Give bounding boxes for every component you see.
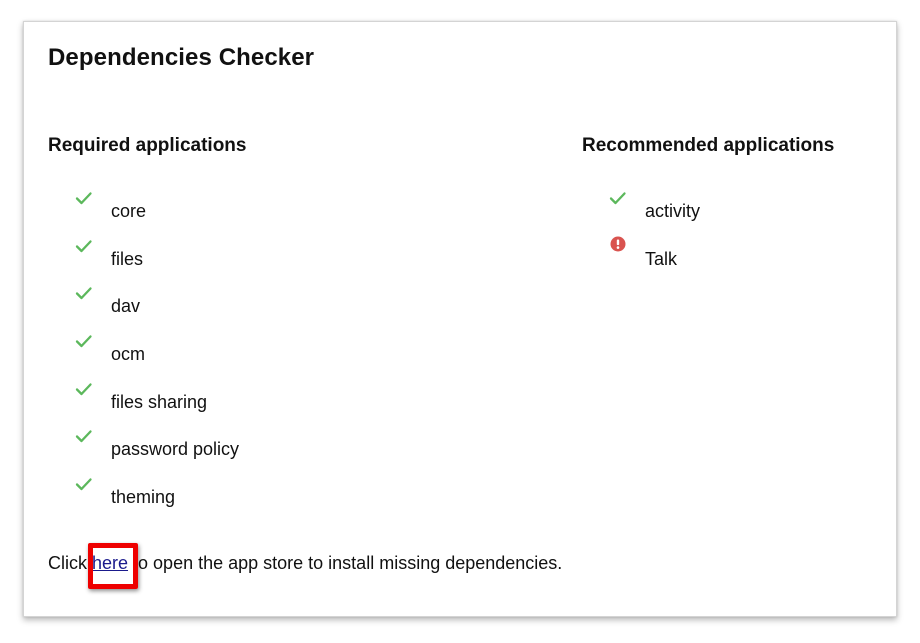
footer-prefix: Click xyxy=(48,553,92,573)
app-name: activity xyxy=(645,201,701,221)
check-icon xyxy=(74,379,94,399)
app-name: theming xyxy=(111,487,176,508)
app-name: password policy xyxy=(111,439,240,460)
install-missing-message xyxy=(48,553,562,574)
dependencies-checker-panel xyxy=(23,21,897,617)
recommended-app-activity xyxy=(608,188,701,236)
required-app-theming xyxy=(74,474,176,522)
check-icon xyxy=(74,426,94,446)
check-icon xyxy=(74,283,94,303)
required-app-ocm xyxy=(74,331,146,379)
required-app-core xyxy=(74,188,147,236)
check-icon xyxy=(608,188,628,208)
required-applications-list xyxy=(74,188,240,522)
app-name: files xyxy=(111,248,144,269)
check-icon xyxy=(74,331,94,351)
recommended-applications-list xyxy=(608,188,701,283)
check-icon xyxy=(74,474,94,494)
required-applications-heading: Required applications xyxy=(48,135,247,156)
app-name: core xyxy=(111,201,147,221)
check-icon xyxy=(74,236,94,256)
error-icon xyxy=(608,236,628,256)
required-app-dav xyxy=(74,283,141,331)
app-name: files sharing xyxy=(111,391,208,412)
footer-suffix: to open the app store to install missing dependencies. xyxy=(128,553,563,573)
recommended-applications-heading: Recommended applications xyxy=(582,135,835,156)
recommended-app-talk xyxy=(608,236,678,284)
required-app-files xyxy=(74,236,144,284)
app-store-link[interactable]: here xyxy=(92,553,129,573)
required-app-files-sharing xyxy=(74,379,208,427)
page-title: Dependencies Checker xyxy=(48,44,315,71)
app-name: dav xyxy=(111,296,141,317)
app-name: ocm xyxy=(111,344,146,365)
required-app-password-policy xyxy=(74,426,240,474)
check-icon xyxy=(74,188,94,208)
app-name: Talk xyxy=(645,248,678,269)
